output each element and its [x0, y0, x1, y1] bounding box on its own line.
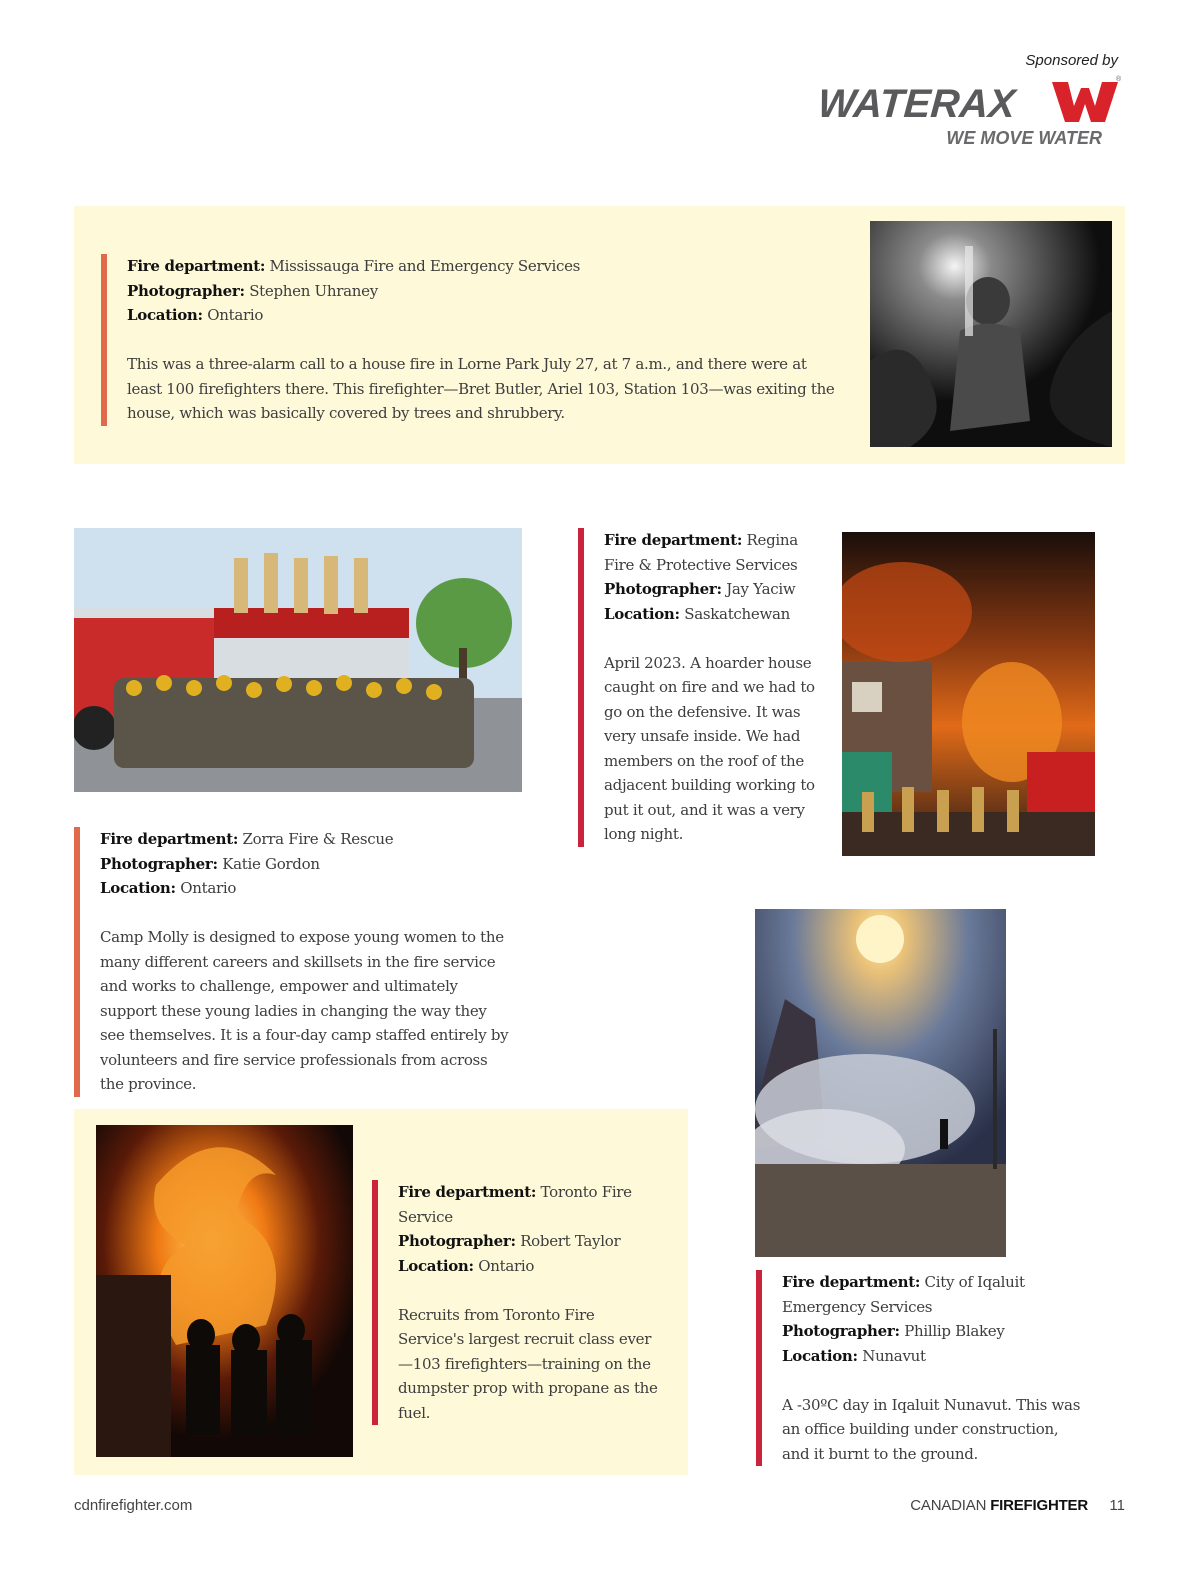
description: Camp Molly is designed to expose young women to the many different careers and skillsets in the fire service and works to challenge, empower and ultimately support these young ladies in changing the way they see themselves. It is a four-day camp staffed entirely by volunteers and fire service professionals from across the province.: [100, 928, 509, 1093]
photographer-line: Photographer: Katie Gordon: [100, 854, 320, 873]
photographer-line: Photographer: Stephen Uhraney: [127, 281, 378, 300]
photo-toronto-training-fire: [96, 1125, 353, 1457]
description: Recruits from Toronto Fire Service's largest recruit class ever—103 firefighters—training on the dumpster prop with propane as the fuel.: [398, 1305, 658, 1422]
location-line: Location: Ontario: [398, 1256, 535, 1275]
department-line: Fire department: Regina Fire & Protective Services: [604, 531, 798, 574]
department-line: Fire department: Zorra Fire & Rescue: [100, 830, 394, 848]
photo-hoarder-house-fire: [842, 532, 1095, 856]
photo-iqaluit-building-fire: [755, 909, 1006, 1257]
caption-iqaluit: [756, 1270, 1086, 1466]
caption-toronto: [372, 1180, 662, 1425]
footer-website-link[interactable]: cdnfirefighter.com: [74, 1497, 193, 1514]
photographer-line: Photographer: Robert Taylor: [398, 1232, 621, 1250]
waterax-logo[interactable]: [818, 74, 1128, 158]
caption-zorra: [74, 827, 514, 1097]
trademark-mark: ®: [1116, 76, 1122, 83]
footer-magazine-name: CANADIAN FIREFIGHTER: [910, 1497, 1088, 1514]
department-line: Fire department: Toronto Fire Service: [398, 1183, 632, 1226]
sponsored-by-label: Sponsored by: [1025, 52, 1118, 69]
location-line: Location: Nunavut: [782, 1346, 926, 1365]
photo-firefighter-bw: [870, 221, 1112, 447]
photo-camp-molly-group: [74, 528, 522, 792]
location-line: Location: Ontario: [100, 879, 237, 897]
description: A -30ºC day in Iqaluit Nunavut. This was an office building under construction, and it burnt to the ground.: [782, 1395, 1081, 1463]
photographer-line: Photographer: Phillip Blakey: [782, 1322, 1005, 1340]
photographer-line: Photographer: Jay Yaciw: [604, 580, 796, 598]
department-line: Fire department: City of Iqaluit Emergency Services: [782, 1273, 1025, 1316]
description: April 2023. A hoarder house caught on fire and we had to go on the defensive. It was very unsafe inside. We had members on the roof of the adjacent building working to put it out, and it was a very long night.: [604, 653, 815, 843]
department-line: Fire department: Mississauga Fire and Emergency Services: [127, 257, 581, 275]
caption-regina: [578, 528, 828, 847]
location-line: Location: Saskatchewan: [604, 604, 791, 623]
caption-mississauga: [101, 254, 836, 426]
waterax-tagline: WE MOVE WATER: [946, 128, 1102, 148]
waterax-wordmark: WATERAX: [816, 82, 1017, 126]
page-number: 11: [1109, 1497, 1125, 1514]
location-line: Location: Ontario: [127, 306, 264, 324]
waterax-w-icon: [1050, 78, 1120, 126]
description: This was a three-alarm call to a house fire in Lorne Park July 27, at 7 a.m., and there were at least 100 firefighters there. This firefighter—Bret Butler, Ariel 103, Station 103—was exiting the house, which was basically covered by trees and shrubbery.: [127, 355, 835, 422]
